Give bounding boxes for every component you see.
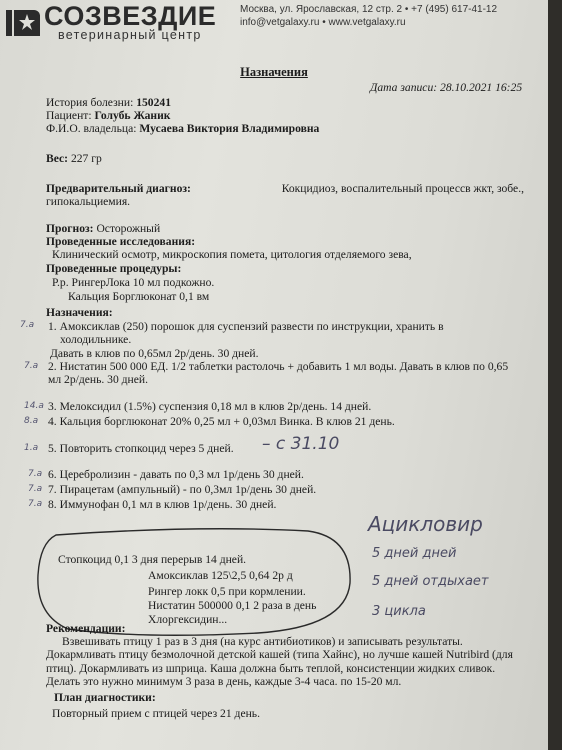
rx-item-5: 5. Повторить стопкоцид через 5 дней. [48,442,234,455]
margin-mark-4: 8.а [24,416,39,426]
box-line-4: Нистатин 500000 0,1 2 раза в день [148,599,317,612]
margin-mark-3: 14.а [24,401,44,411]
rx-item-7: 7. Пирацетам (ампульный) - по 0,3мл 1р/день 30 дней. [48,483,317,496]
rec-line-1: Взвешивать птицу 1 раз в 3 дня (на курс антибиотиков) и записывать результаты. [62,635,463,648]
weight-label: Вес: [46,152,69,165]
margin-mark-5: 1.а [24,443,39,453]
diagnosis-text: Кокцидиоз, воспалительный процессв жкт, зобе., [281,182,524,195]
box-line-1: Стопкоцид 0,1 3 дня перерыв 14 дней. [58,553,247,566]
background-edge [548,0,562,750]
diagnostic-plan-value: Повторный прием с птицей через 21 день. [52,707,260,720]
history-line [46,96,171,109]
diagnosis-line-2: гипокальциемия. [46,195,131,209]
weight-value: 227 гр [70,152,102,165]
handwritten-note-1: Ацикловир [368,512,483,536]
owner-line [46,122,319,135]
owner-value: Мусаева Виктория Владимировна [139,122,320,135]
rx-1-text: 1. Амоксиклав (250) порошок для суспензий развести по инструкции, хранить в [48,320,444,333]
date-value: 28.10.2021 16:25 [440,81,523,94]
patient-value: Голубь Жаник [94,109,171,122]
prescriptions-label: Назначения: [46,306,113,319]
margin-mark-8: 7.а [28,499,43,509]
rx-1-line-b: холодильнике. [60,333,132,347]
diagnosis-block [46,182,524,209]
weight-line [46,152,102,165]
prognosis-label: Прогноз: [46,222,94,235]
rec-line-4: Делать это нужно минимум 3 раза в день, каждые 3-4 часа. по 15-20 мл. [46,675,402,689]
box-line-2: Амоксиклав 125\2,5 0,64 2р д [148,569,293,582]
rx-item-4: 4. Кальция борглюконат 20% 0,25 мл + 0,03мл Винка. В клюв 21 день. [48,415,395,428]
contacts [240,4,497,29]
prognosis-value: Осторожный [96,222,161,235]
patient-line [46,109,170,122]
recommendations-text [46,635,532,689]
rx-item-6: 6. Церебролизин - давать по 0,3 мл 1р/день 30 дней. [48,468,304,481]
patient-label: Пациент: [46,109,92,122]
brand-subtitle: ветеринарный центр [58,28,202,42]
diagnosis-line-1 [46,182,524,195]
brand-name: СОЗВЕЗДИЕ [44,1,217,31]
margin-mark-1: 7.а [20,320,35,330]
handwritten-note-3: 5 дней отдыхает [372,574,489,589]
letterhead [0,0,548,44]
prognosis-line [46,222,160,235]
rx-2-line-b: мл 2р/день. 30 дней. [48,373,149,387]
rx-item-2 [48,360,508,387]
history-value: 150241 [136,96,171,109]
constellation-logo-icon [4,4,42,40]
margin-mark-2: 7.а [24,361,39,371]
research-value: Клинический осмотр, микроскопия помета, цитология отделяемого зева, [52,248,412,261]
rx-2-line-a: 2. Нистатин 500 000 ЕД. 1/2 таблетки растолочь + добавить 1 мл воды. Давать в клюв по 0,65 [48,360,509,373]
history-label: История болезни: [46,96,134,109]
rx-5-handwritten-date: – с 31.10 [262,434,340,454]
margin-mark-6: 7.а [28,469,43,479]
procedure-2: Кальция Борглюконат 0,1 вм [68,290,210,303]
rec-line-2: Докармливать птицу безмолочной детской кашей (типа Хайнс), но лучше кашей Nutribird (для [46,648,513,662]
date-label: Дата записи: [370,81,438,94]
rec-line-3: птиц). Докармливать из шприца. Каша должна быть теплой, консистенции жидких сливок. [46,661,496,675]
research-label: Проведенные исследования: [46,235,196,248]
rx-1-line-a [48,320,526,333]
page-title: Назначения [240,65,308,79]
margin-mark-7: 7.а [28,484,43,494]
rx-item-1 [48,320,526,360]
diagnosis-label: Предварительный диагноз: [46,182,191,195]
diagnostic-plan-label: План диагностики: [54,691,156,704]
address-line: Москва, ул. Ярославская, 12 стр. 2 • +7 (495) 617-41-12 [240,4,498,15]
rx-item-8: 8. Иммунофан 0,1 мл в клюв 1р/день. 30 дней. [48,498,277,511]
record-date [370,81,522,94]
rx-1-line-c: Давать в клюв по 0,65мл 2р/день. 30 дней. [50,346,259,360]
handwritten-note-4: 3 цикла [372,604,426,619]
owner-label: Ф.И.О. владельца: [46,122,137,135]
procedures-label: Проведенные процедуры: [46,262,182,275]
email-site-line: info@vetgalaxy.ru • www.vetgalaxy.ru [240,16,406,28]
box-line-3: Рингер локк 0,5 при кормлении. [148,585,306,598]
procedure-1: Р.р. РингерЛока 10 мл подкожно. [52,276,215,289]
box-line-5: Хлоргексидин... [148,613,228,626]
rx-item-3: 3. Мелоксидил (1.5%) суспензия 0,18 мл в клюв 2р/день. 14 дней. [48,400,372,413]
handwritten-note-2: 5 дней дней [372,546,457,561]
recommendations-label: Рекомендации: [46,622,126,635]
